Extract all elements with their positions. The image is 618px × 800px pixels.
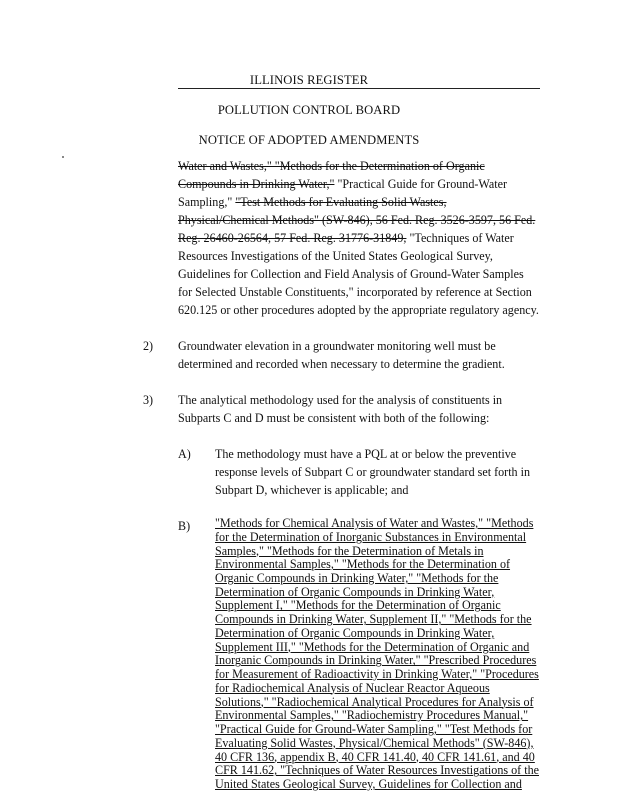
item-b-line: Inorganic Compounds in Drinking Water," "Prescribed Procedures: [215, 653, 537, 668]
para-top-line-9: 620.125 or other procedures adopted by the appropriate regulatory agency.: [178, 303, 539, 317]
item-b-line: for Measurement of Radioactivity in Drinking Water," "Procedures: [215, 667, 539, 682]
item-b-line: Determination of Organic Compounds in Drinking Water,: [215, 584, 495, 599]
para-top-line-6: Resources Investigations of the United States Geological Survey,: [178, 249, 493, 263]
struck-text: Water and Wastes," "Methods for the Determination of Organic: [178, 159, 485, 173]
item-2-number: 2): [143, 339, 154, 353]
item-b-line: "Practical Guide for Ground-Water Sampling," "Test Methods for: [215, 722, 533, 737]
board-header: POLLUTION CONTROL BOARD: [217, 103, 401, 117]
para-top-line-8: for Selected Unstable Constituents," incorporated by reference at Section: [178, 285, 532, 299]
para-top-line-1: [178, 157, 485, 175]
plain-text: "Practical Guide for Ground-Water: [334, 177, 507, 191]
item-a-line-3: Subpart D, whichever is applicable; and: [215, 483, 409, 497]
struck-text: Compounds in Drinking Water,": [178, 177, 335, 191]
register-header: ILLINOIS REGISTER: [249, 73, 369, 87]
para-top-line-3: [178, 193, 447, 211]
item-b-line: for Radiochemical Analysis of Nuclear Reactor Aqueous: [215, 680, 490, 695]
para-top-line-2: [178, 175, 507, 193]
item-2-line-2: determined and recorded when necessary to determine the gradient.: [178, 357, 505, 371]
item-3-line-2: Subparts C and D must be consistent with both of the following:: [178, 411, 490, 425]
para-top-line-4: Physical/Chemical Methods" (SW-846), 56 Fed. Reg. 3526-3597, 56 Fed.: [178, 213, 536, 227]
item-b-line: Supplement I," "Methods for the Determination of Organic: [215, 598, 501, 613]
header-rule: [178, 88, 540, 89]
item-b-line: CFR 141.62, "Techniques of Water Resources Investigations of the: [215, 763, 539, 778]
para-top-line-7: Guidelines for Collection and Field Analysis of Ground-Water Samples: [178, 267, 524, 281]
plain-text: "Techniques of Water: [406, 231, 514, 245]
item-b-line: Evaluating Solid Wastes, Physical/Chemical Methods" (SW-846),: [215, 735, 534, 750]
item-b-line: Determination of Organic Compounds in Drinking Water,: [215, 625, 495, 640]
item-b-line: Supplement III," "Methods for the Determination of Organic and: [215, 639, 530, 654]
item-b-line: Compounds in Drinking Water, Supplement II," "Methods for the: [215, 612, 532, 627]
item-b-line: Samples," "Methods for the Determination of Metals in: [215, 543, 484, 558]
item-b-line: Solutions," "Radiochemical Analytical Procedures for Analysis of: [215, 694, 534, 709]
item-b-line: Organic Compounds in Drinking Water," "Methods for the: [215, 570, 499, 585]
scan-speck: [62, 156, 64, 158]
item-a-line-1: The methodology must have a PQL at or below the preventive: [215, 447, 517, 461]
notice-header: NOTICE OF ADOPTED AMENDMENTS: [198, 133, 420, 147]
item-b-line: 40 CFR 136, appendix B, 40 CFR 141.40, 40 CFR 141.61, and 40: [215, 749, 535, 764]
item-b-number: B): [178, 519, 191, 533]
item-3-line-1: The analytical methodology used for the analysis of constituents in: [178, 393, 503, 407]
item-a-number: A): [178, 447, 191, 461]
plain-text: Sampling,": [178, 195, 236, 209]
item-b-line: Environmental Samples," "Radiochemistry Procedures Manual,": [215, 708, 529, 723]
item-a-line-2: response levels of Subpart C or groundwater standard set forth in: [215, 465, 531, 479]
item-2-line-1: Groundwater elevation in a groundwater monitoring well must be: [178, 339, 496, 353]
item-3-number: 3): [143, 393, 154, 407]
item-b-line: "Methods for Chemical Analysis of Water and Wastes," "Methods: [215, 516, 534, 530]
struck-text: "Test Methods for Evaluating Solid Wastes,: [235, 195, 447, 209]
item-b-line: for the Determination of Inorganic Substances in Environmental: [215, 529, 527, 544]
item-b-line: Environmental Samples," "Methods for the Determination of: [215, 557, 511, 572]
struck-text: Reg. 26460-26564, 57 Fed. Reg. 31776-31849,: [178, 231, 407, 245]
para-top-line-5: [178, 229, 514, 247]
item-b-line: United States Geological Survey, Guidelines for Collection and: [215, 777, 522, 791]
